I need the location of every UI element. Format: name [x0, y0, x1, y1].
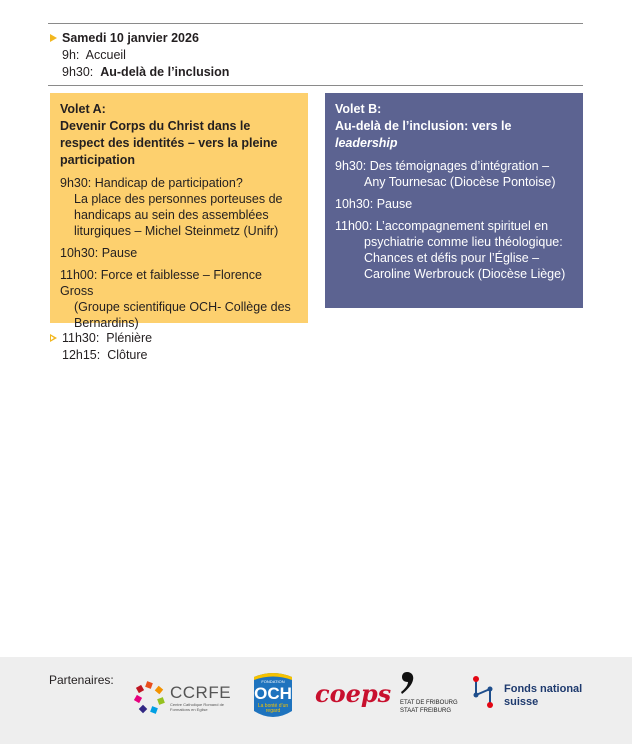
coeps-logo: coeps: [315, 679, 392, 708]
item-first-line: 9h30: Handicap de participation?: [60, 176, 243, 190]
fns-line-2: suisse: [504, 696, 539, 708]
och-top: FONDATION: [261, 679, 285, 684]
volet-b-heading-text: Au-delà de l’inclusion: vers le: [335, 119, 512, 133]
volet-a-title: Volet A:: [60, 102, 106, 116]
ccrfe-name: CCRFE: [170, 683, 232, 702]
ccrfe-subtitle: Centre Catholique Romand de Formations en Eglise: [170, 702, 225, 712]
volet-b-item: [335, 196, 573, 212]
fns-line-1: Fonds national: [504, 683, 583, 695]
fribourg-logo: [400, 671, 458, 721]
volet-a-box: [50, 93, 308, 330]
volet-a-item: [60, 267, 298, 331]
item-first-line: 10h30: Pause: [60, 246, 138, 260]
entry-time: 11h30:: [62, 331, 100, 345]
item-first-line: 9h30: Des témoignages d’intégration –: [335, 159, 550, 173]
schedule-entry-inclusion: [62, 64, 229, 80]
ccrfe-logo: [134, 681, 234, 717]
top-rule: [48, 23, 583, 24]
entry-label: Plénière: [106, 331, 153, 345]
item-first-line: 11h00: L’accompagnement spirituel en: [335, 219, 549, 233]
item-detail: Any Tournesac (Diocèse Pontoise): [364, 175, 556, 189]
bullet-triangle-outline-icon: [50, 334, 57, 342]
volet-b-item: [335, 158, 573, 190]
fns-logo: [472, 675, 587, 715]
entry-time: 9h:: [62, 48, 80, 62]
entry-label: Accueil: [85, 48, 126, 62]
schedule-entry-cloture: [62, 347, 147, 363]
item-detail: psychiatrie comme lieu théologique: Chances et défis pour l’Église – Caroline Werbrouck (Diocèse Liège): [364, 235, 566, 281]
schedule-entry-accueil: [62, 47, 126, 63]
schedule-entry-pleniere: [62, 330, 152, 346]
item-first-line: 11h00: Force et faiblesse – Florence Gross: [60, 268, 262, 298]
entry-time: 9h30:: [62, 65, 94, 79]
volet-a-item: [60, 245, 298, 261]
och-subtitle: La bonté d’un regard: [257, 703, 289, 714]
mid-rule: [48, 85, 583, 86]
volet-b-title: Volet B:: [335, 102, 382, 116]
fribourg-line-1: ETAT DE FRIBOURG: [400, 700, 458, 706]
volet-a-heading: Devenir Corps du Christ dans le respect des identités – vers la pleine participation: [60, 119, 278, 167]
ccrfe-mark-icon: [134, 681, 166, 715]
fribourg-line-2: STAAT FREIBURG: [400, 708, 452, 714]
fns-network-icon: [472, 675, 502, 709]
och-name: OCH: [254, 684, 292, 703]
fribourg-mark-icon: [400, 671, 414, 695]
entry-label: Clôture: [107, 348, 148, 362]
entry-label: Au-delà de l’inclusion: [100, 65, 230, 79]
item-first-line: 10h30: Pause: [335, 197, 413, 211]
och-logo: [250, 671, 296, 721]
partners-footer: [0, 657, 632, 744]
volet-b-item: [335, 218, 573, 282]
volet-b-box: [325, 93, 583, 308]
volet-a-item: [60, 175, 298, 239]
bullet-triangle-icon: [50, 34, 57, 42]
item-detail: La place des personnes porteuses de handicaps au sein des assemblées liturgiques – Michel Steinmetz (Unifr): [74, 192, 283, 238]
partners-label: Partenaires:: [49, 673, 114, 687]
entry-time: 12h15:: [62, 348, 101, 362]
item-detail: (Groupe scientifique OCH- Collège des Bernardins): [74, 300, 291, 330]
volet-b-heading-italic: leadership: [335, 136, 398, 150]
volet-b-heading: [335, 118, 573, 152]
schedule-date: Samedi 10 janvier 2026: [62, 31, 199, 45]
